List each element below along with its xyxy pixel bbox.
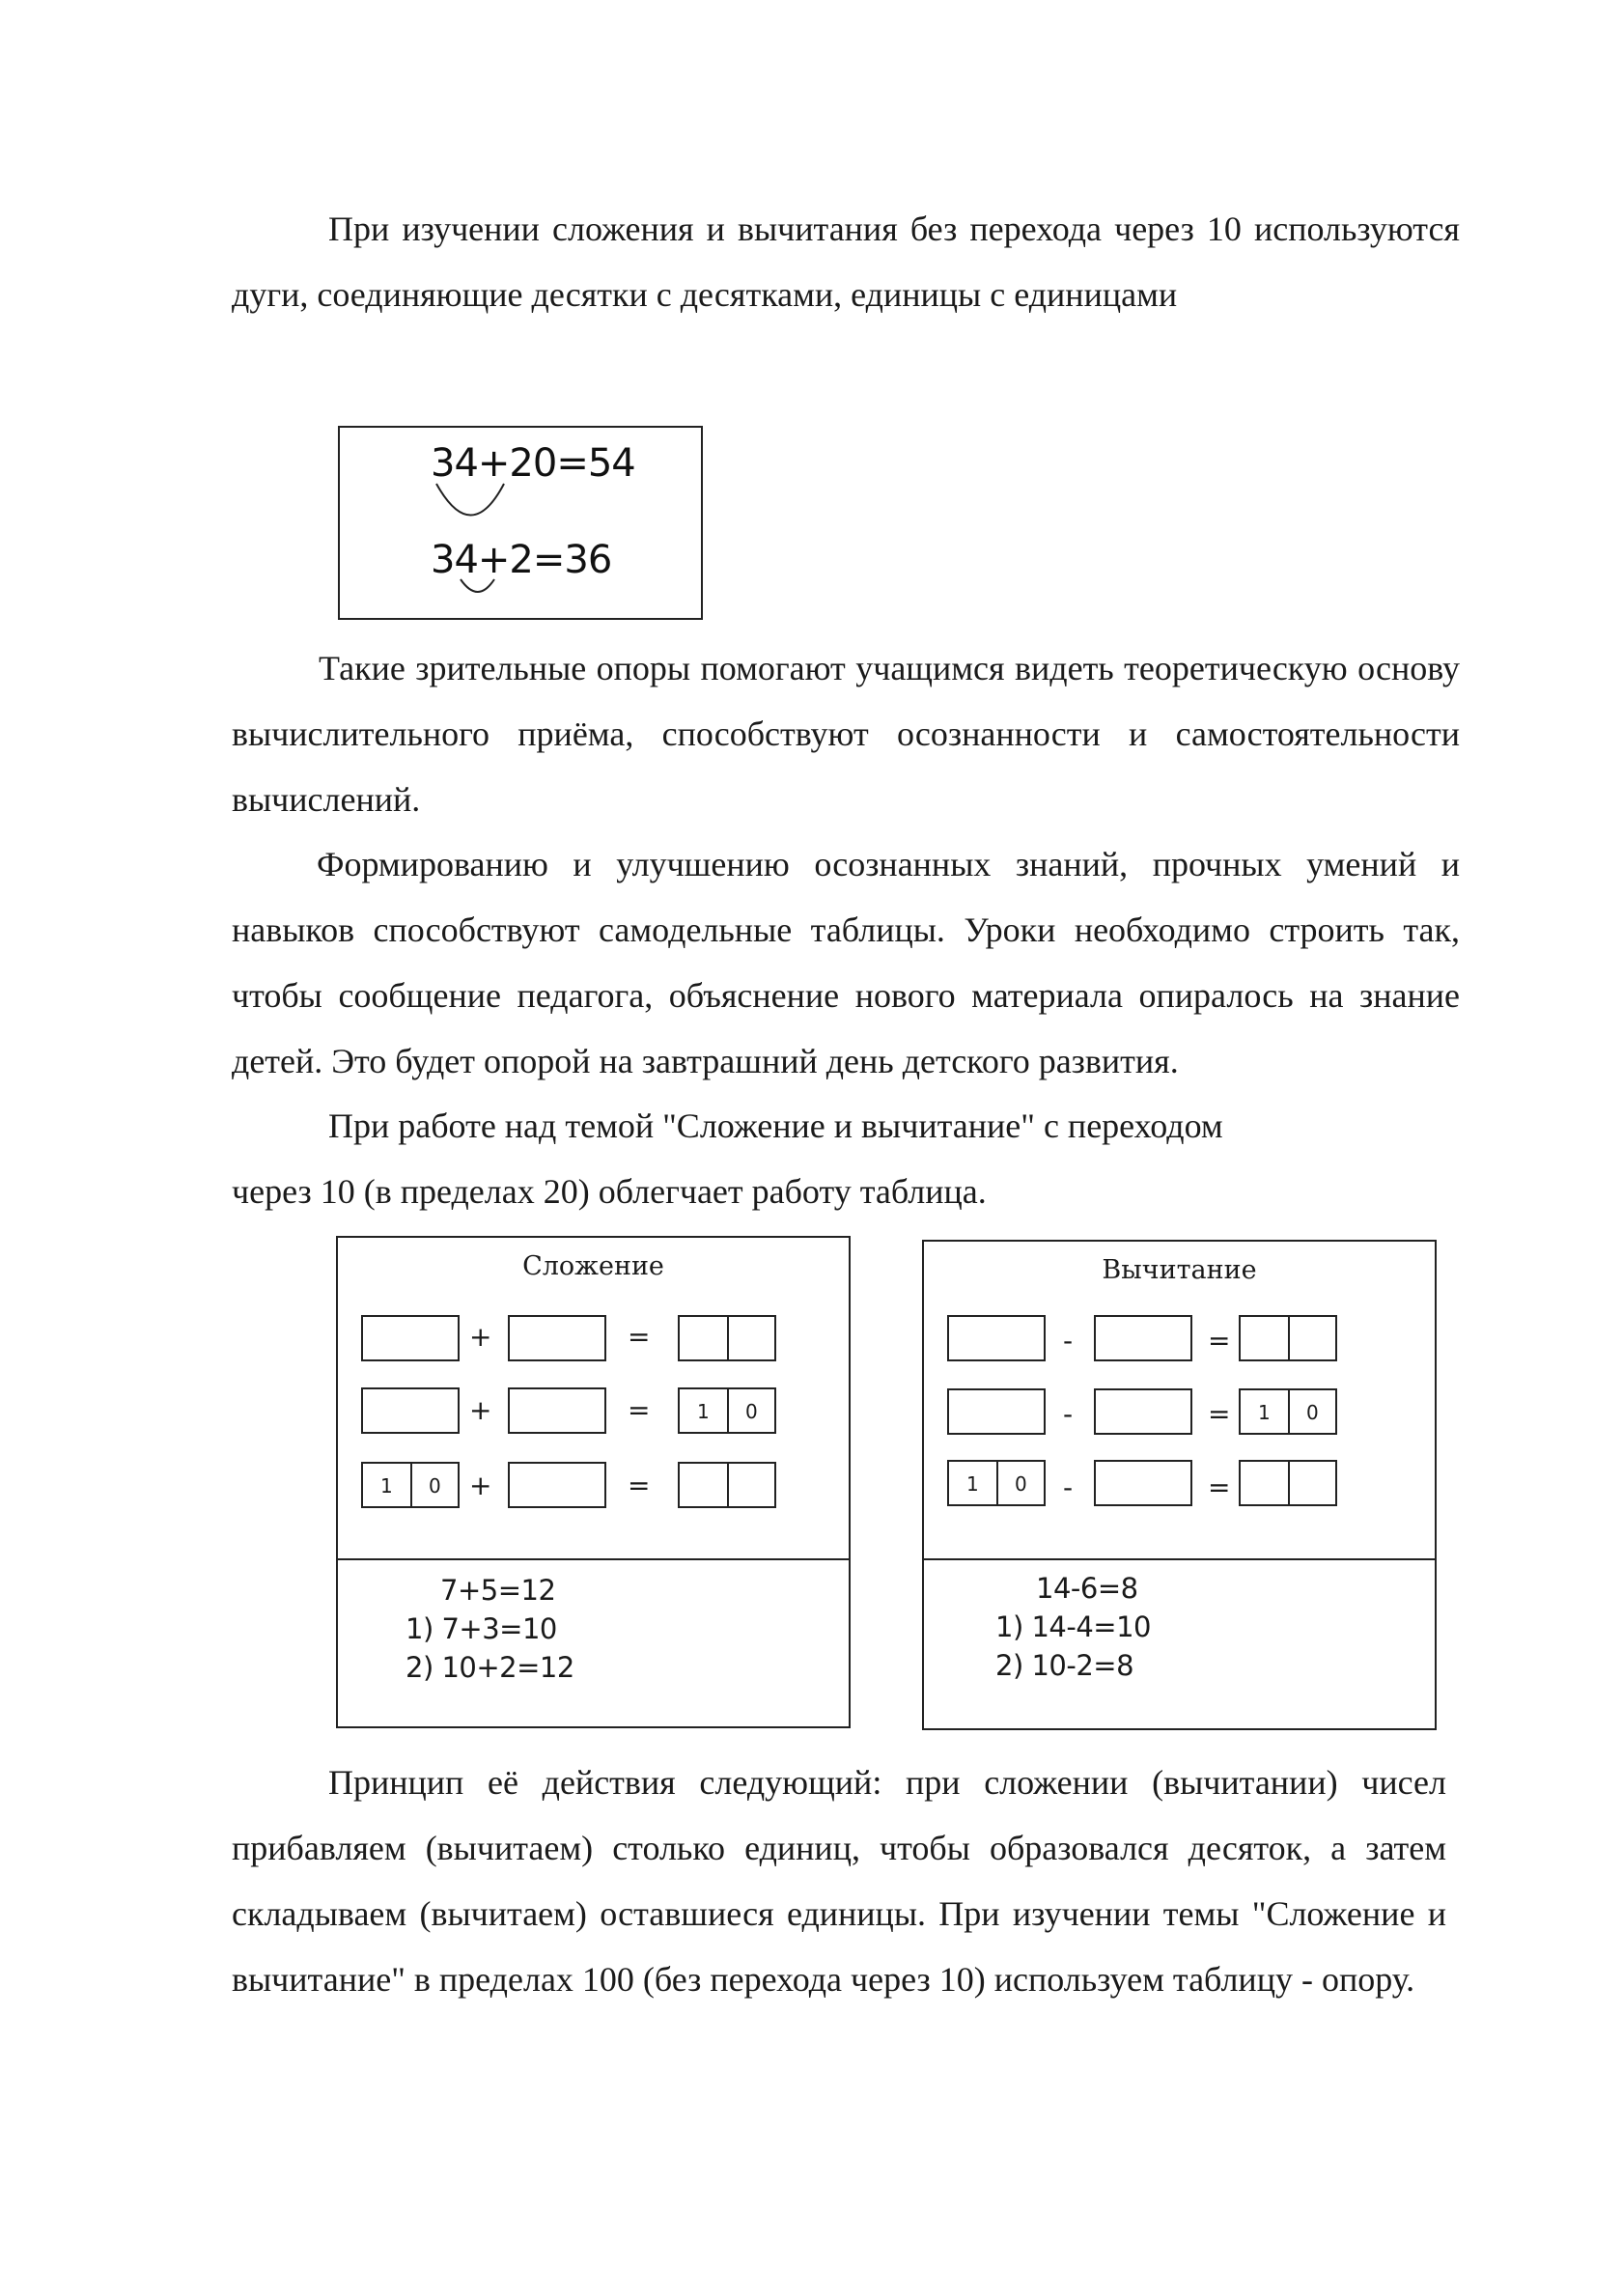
blank-box <box>361 1315 460 1361</box>
digit-zero: 0 <box>429 1474 441 1498</box>
equals-sign: = <box>628 1321 651 1353</box>
paragraph-5: Принцип её действия следующий: при сложении (вычитании) чисел прибавляем (вычитаем) столько единиц, чтобы образовался десяток, а затем складываем (вычитаем) оставшиеся единицы. При изучении темы "Сложение и вычитание" в пределах 100 (без перехода через 10) используем таблицу - опору. <box>232 1763 1446 1999</box>
equals-sign: = <box>628 1394 651 1426</box>
blank-box <box>1094 1388 1192 1435</box>
paragraph-3: Формированию и улучшению осознанных знаний, прочных умений и навыков способствуют самодельные таблицы. Уроки необходимо строить так, чтобы сообщение педагога, объяснение нового материала опиралось на знание детей. Это будет опорой на завтрашний день детского развития. <box>232 845 1460 1080</box>
minus-sign: - <box>1063 1398 1074 1430</box>
example-equation: 7+5=12 <box>440 1574 556 1607</box>
step-2: 2) 10-2=8 <box>995 1649 1134 1682</box>
equation-2: 34+2=36 <box>431 538 612 582</box>
minus-sign: - <box>1063 1471 1074 1503</box>
equals-sign: = <box>628 1470 651 1501</box>
digit-one: 1 <box>1258 1401 1271 1424</box>
two-digit-box <box>1239 1460 1337 1506</box>
subtraction-table <box>922 1240 1437 1730</box>
paragraph-2: Такие зрительные опоры помогают учащимся видеть теоретическую основу вычислительного приёма, способствуют осознанности и самостоятельности вычислений. <box>232 649 1460 819</box>
arc-diagram-box <box>338 426 703 620</box>
minus-sign: - <box>1063 1325 1074 1357</box>
digit-one: 1 <box>697 1400 710 1423</box>
table-divider <box>924 1558 1435 1560</box>
blank-box <box>508 1387 606 1434</box>
table-divider <box>338 1558 849 1560</box>
ten-box <box>947 1460 1046 1506</box>
blank-box <box>1094 1315 1192 1361</box>
example-equation: 14-6=8 <box>1036 1572 1138 1605</box>
digit-zero: 0 <box>1306 1401 1319 1424</box>
equals-sign: = <box>1208 1471 1231 1503</box>
addition-table <box>336 1236 851 1728</box>
ten-box <box>1239 1388 1337 1435</box>
digit-zero: 0 <box>1015 1472 1027 1496</box>
two-digit-box <box>678 1315 776 1361</box>
digit-zero: 0 <box>745 1400 758 1423</box>
digit-one: 1 <box>966 1472 979 1496</box>
blank-box <box>508 1462 606 1508</box>
ten-box <box>361 1462 460 1508</box>
table-title: Вычитание <box>1102 1255 1257 1285</box>
ten-box <box>678 1387 776 1434</box>
equals-sign: = <box>1208 1325 1231 1357</box>
plus-sign: + <box>469 1321 492 1353</box>
blank-box <box>1094 1460 1192 1506</box>
step-1: 1) 7+3=10 <box>406 1612 557 1645</box>
step-1: 1) 14-4=10 <box>995 1610 1151 1643</box>
blank-box <box>361 1387 460 1434</box>
paragraph-1: При изучении сложения и вычитания без перехода через 10 используются дуги, соединяющие десятки с десятками, единицы с единицами <box>232 210 1460 314</box>
equation-1: 34+20=54 <box>431 441 635 486</box>
two-digit-box <box>678 1462 776 1508</box>
table-title: Сложение <box>522 1251 664 1281</box>
equals-sign: = <box>1208 1398 1231 1430</box>
paragraph-4: При работе над темой "Сложение и вычитание" с переходом через 10 (в пределах 20) облегчает работу таблица. <box>232 1106 1223 1211</box>
step-2: 2) 10+2=12 <box>406 1651 574 1684</box>
digit-one: 1 <box>380 1474 393 1498</box>
blank-box <box>947 1315 1046 1361</box>
blank-box <box>947 1388 1046 1435</box>
two-digit-box <box>1239 1315 1337 1361</box>
plus-sign: + <box>469 1394 492 1426</box>
plus-sign: + <box>469 1470 492 1501</box>
blank-box <box>508 1315 606 1361</box>
